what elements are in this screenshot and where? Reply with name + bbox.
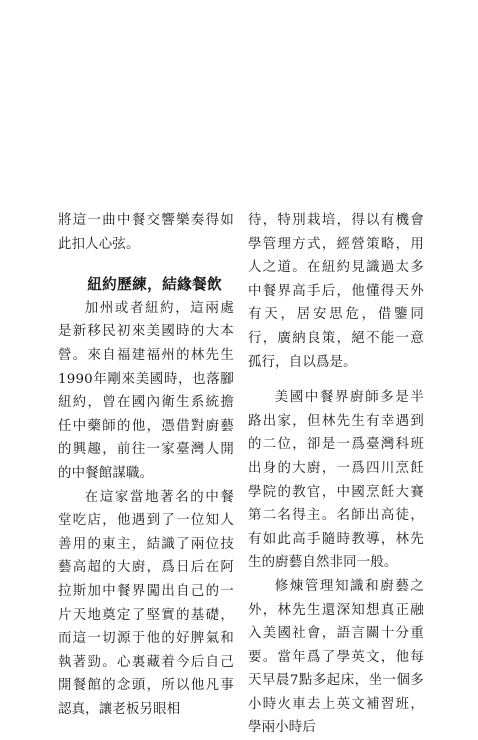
body-paragraph: 修煉管理知識和廚藝之外，林先生還深知想真正融入美國社會，語言關十分重要。當年爲了學英文，他每天早晨7點多起床，坐一個多小時火車去上英文補習班，學兩小時后: [248, 578, 424, 736]
body-paragraph: 待，特別栽培，得以有機會學管理方式，經營策略，用人之道。在紐約見識過太多中餐界高手后，他懂得天外有天，居安思危，借鑒同行，廣納良策，絕不能一意孤行，自以爲是。: [248, 213, 424, 370]
body-paragraph: 美國中餐界廚師多是半路出家，但林先生有幸遇到的二位，卻是一爲臺灣科班出身的大廚，一爲四川烹飪學院的教官，中國烹飪大賽第二名得主。名師出高徒，有如此高手隨時教導，林先生的廚藝自然非同一般。: [248, 390, 424, 571]
left-text-column: [58, 209, 234, 721]
body-paragraph: 在這家當地著名的中餐堂吃店，他遇到了一位知人善用的東主，結識了兩位技藝高超的大廚，爲日后在阿拉斯加中餐界闖出自己的一片天地奠定了堅實的基礎，而這一切源于他的好脾氣和執著勁。心裏藏着今后自己開餐館的念頭，所以他凡事認真，讓老板另眼相: [58, 489, 234, 717]
right-text-column: [248, 209, 424, 740]
body-paragraph: 加州或者紐約，這兩處是新移民初來美國時的大本營。來自福建福州的林先生1990年剛來美國時，也落腳紐約，曾在國內衛生系統擔任中藥師的他，憑借對廚藝的興趣，前往一家臺灣人開的中餐館謀職。: [58, 300, 234, 481]
continued-paragraph: 將這一曲中餐交響樂奏得如此扣人心弦。: [58, 213, 234, 252]
section-heading: 紐約歷練，結緣餐飲: [87, 276, 223, 294]
